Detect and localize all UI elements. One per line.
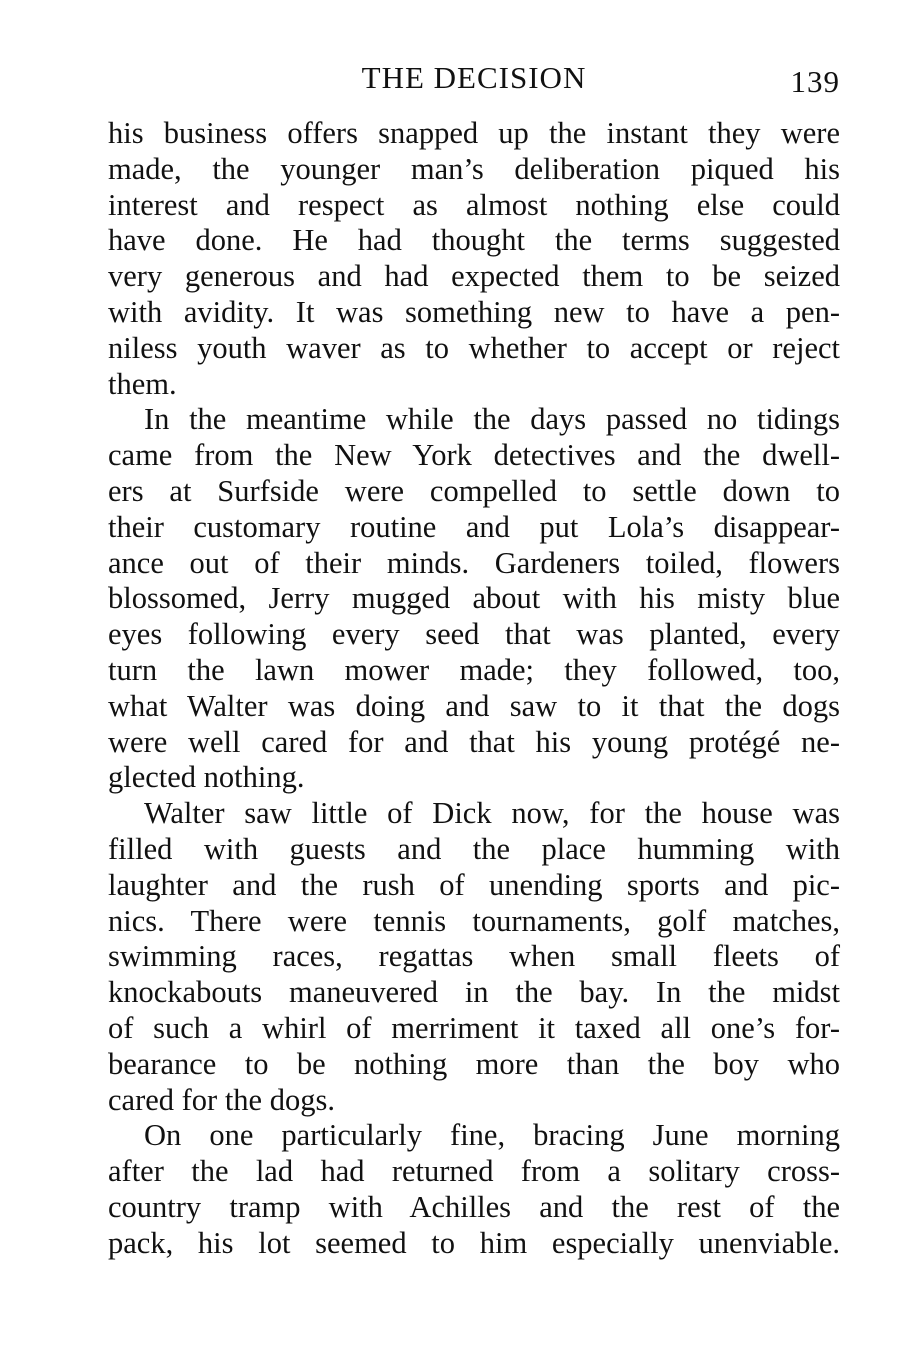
text-line: bearance to be nothing more than the boy who (108, 1046, 840, 1081)
text-line: interest and respect as almost nothing else could (108, 187, 840, 222)
text-line: very generous and had expected them to be seized (108, 259, 840, 294)
text-line: filled with guests and the place humming with (108, 831, 840, 866)
running-head (108, 60, 840, 100)
text-line: his business offers snapped up the instant they were (108, 116, 840, 150)
text-line: have done. He had thought the terms suggested (108, 223, 840, 258)
paragraph (108, 116, 840, 402)
text-line: niless youth waver as to whether to accept or reject (108, 330, 840, 365)
text-line: were well cared for and that his young protégé ne- (108, 724, 840, 759)
paragraph (108, 1118, 840, 1261)
text-line: cared for the dogs. (108, 1082, 335, 1117)
page-number: 139 (790, 64, 840, 99)
text-line: ance out of their minds. Gardeners toiled, flowers (108, 545, 840, 580)
text-line: pack, his lot seemed to him especially unenviable. (108, 1225, 840, 1260)
text-line: of such a whirl of merriment it taxed all one’s for- (108, 1010, 840, 1045)
text-line: glected nothing. (108, 760, 305, 795)
chapter-title: THE DECISION (361, 60, 587, 95)
text-line: country tramp with Achilles and the rest of the (108, 1189, 840, 1224)
text-line: blossomed, Jerry mugged about with his misty blue (108, 581, 840, 616)
text-line: Walter saw little of Dick now, for the house was (144, 796, 840, 831)
text-line: after the lad had returned from a solitary cross- (108, 1154, 840, 1189)
paragraph (108, 402, 840, 796)
text-line: came from the New York detectives and the dwell- (108, 438, 840, 473)
text-line: swimming races, regattas when small fleets of (108, 939, 840, 974)
text-line: with avidity. It was something new to have a pen- (108, 294, 840, 329)
text-line: On one particularly fine, bracing June morning (144, 1118, 840, 1153)
text-line: them. (108, 366, 177, 401)
text-line: In the meantime while the days passed no tidings (144, 402, 840, 437)
text-line: eyes following every seed that was planted, every (108, 617, 840, 652)
text-line: ers at Surfside were compelled to settle down to (108, 473, 840, 508)
text-line: knockabouts maneuvered in the bay. In the midst (108, 975, 840, 1010)
text-line: their customary routine and put Lola’s disappear- (108, 509, 840, 544)
text-line: made, the younger man’s deliberation piqued his (108, 151, 840, 186)
text-line: nics. There were tennis tournaments, golf matches, (108, 903, 840, 938)
text-line: turn the lawn mower made; they followed, too, (108, 652, 840, 687)
body-text (108, 116, 840, 1262)
text-line: laughter and the rush of unending sports and pic- (108, 867, 840, 902)
paragraph (108, 796, 840, 1118)
book-page (108, 60, 840, 1262)
text-line: what Walter was doing and saw to it that the dogs (108, 688, 840, 723)
